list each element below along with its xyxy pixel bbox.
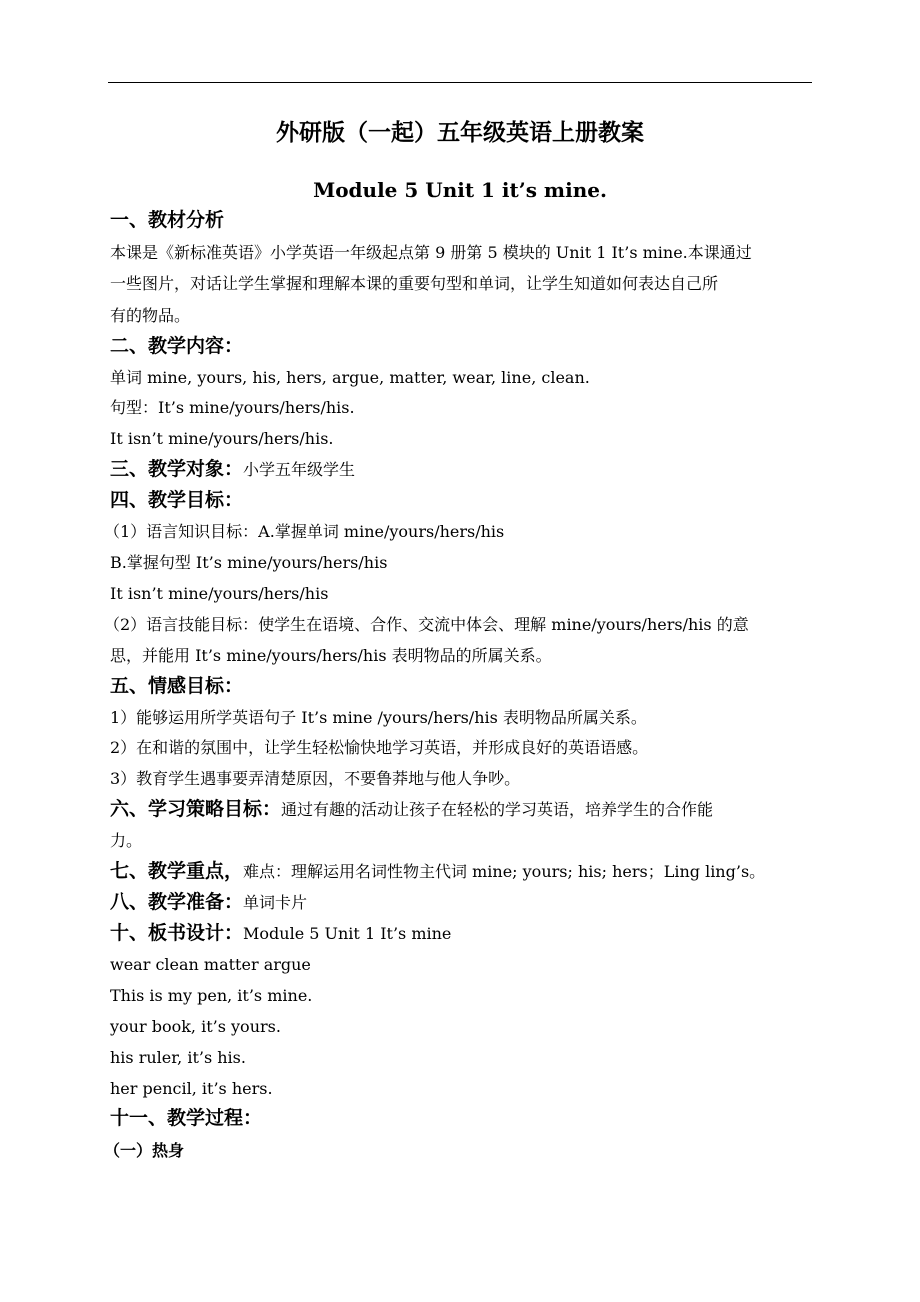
section-heading: 八、教学准备：单词卡片 [110, 891, 308, 913]
paragraph-line: 1）能够运用所学英语句子 It’s mine /yours/hers/his 表明物品所属关系。 [110, 708, 647, 727]
paragraph-line: wear clean matter argue [110, 955, 311, 974]
paragraph-line: This is my pen, it’s mine. [110, 986, 313, 1005]
paragraph-line: 力。 [110, 831, 143, 850]
document-title: 外研版（一起）五年级英语上册教案 [276, 120, 644, 146]
paragraph-line: his ruler, it’s his. [110, 1048, 246, 1067]
paragraph-line: （1）语言知识目标：A.掌握单词 mine/yours/hers/his [104, 522, 505, 541]
section-heading: 五、情感目标： [110, 675, 244, 697]
paragraph-line: It isn’t mine/yours/hers/his. [110, 429, 334, 448]
paragraph-line: your book, it’s yours. [110, 1017, 281, 1036]
paragraph-line: 单词 mine, yours, his, hers, argue, matter, wear, line, clean. [110, 368, 590, 387]
paragraph-line: 一些图片，对话让学生掌握和理解本课的重要句型和单词，让学生知道如何表达自己所 [110, 274, 719, 293]
section-heading: 四、教学目标： [110, 489, 244, 511]
paragraph-line: 3）教育学生遇事要弄清楚原因，不要鲁莽地与他人争吵。 [110, 769, 521, 788]
header-rule [108, 82, 812, 83]
section-heading: 七、教学重点，难点：理解运用名词性物主代词 mine; yours; his; hers；Ling ling’s。 [110, 860, 766, 882]
document-subtitle: Module 5 Unit 1 it’s mine. [313, 178, 607, 202]
paragraph-line: B.掌握句型 It’s mine/yours/hers/his [110, 553, 388, 572]
section-heading: 十、板书设计：Module 5 Unit 1 It’s mine [110, 922, 452, 944]
section-heading: 一、教材分析 [110, 209, 225, 231]
paragraph-line: It isn’t mine/yours/hers/his [110, 584, 329, 603]
paragraph-line: her pencil, it’s hers. [110, 1079, 273, 1098]
section-heading: 三、教学对象：小学五年级学生 [110, 458, 356, 480]
paragraph-line: （2）语言技能目标：使学生在语境、合作、交流中体会、理解 mine/yours/hers/his 的意 [104, 615, 749, 634]
section-heading: 六、学习策略目标：通过有趣的活动让孩子在轻松的学习英语，培养学生的合作能 [110, 798, 714, 820]
paragraph-line: 2）在和谐的氛围中，让学生轻松愉快地学习英语，并形成良好的英语语感。 [110, 738, 649, 757]
section-heading: 十一、教学过程： [110, 1107, 263, 1129]
paragraph-line: 有的物品。 [110, 306, 191, 325]
paragraph-line: 本课是《新标准英语》小学英语一年级起点第 9 册第 5 模块的 Unit 1 It’s mine.本课通过 [110, 243, 752, 262]
paragraph-line: 思，并能用 It’s mine/yours/hers/his 表明物品的所属关系。 [110, 646, 552, 665]
paragraph-line: 句型：It’s mine/yours/hers/his. [110, 398, 355, 417]
section-heading: 二、教学内容： [110, 335, 244, 357]
subsection-heading: （一）热身 [104, 1141, 185, 1160]
